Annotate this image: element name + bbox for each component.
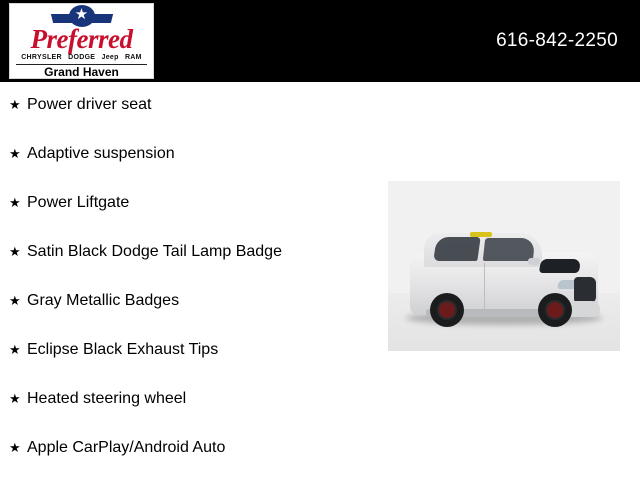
feature-label: Gray Metallic Badges [27,292,180,309]
star-bullet-icon: ★ [9,440,21,455]
list-item [0,290,390,339]
list-item [0,94,390,143]
oem-brand-list [10,53,153,62]
dealer-phone-number[interactable]: 616-842-2250 [496,30,618,51]
feature-label: Power driver seat [27,96,152,113]
star-bullet-icon: ★ [9,342,21,357]
star-bullet-icon: ★ [9,146,21,161]
vehicle-front-rim [545,300,565,320]
star-bullet-icon: ★ [9,293,21,308]
oem-brand-dodge: DODGE [68,54,96,61]
star-bullet-icon: ★ [9,195,21,210]
dealer-city: Grand Haven [44,65,119,79]
list-item [0,143,390,192]
feature-label: Apple CarPlay/Android Auto [27,439,226,456]
list-item [0,339,390,388]
star-bullet-icon: ★ [9,97,21,112]
feature-label: Eclipse Black Exhaust Tips [27,341,219,358]
star-icon: ★ [74,6,89,23]
vehicle-rear-rim [437,300,457,320]
vehicle-roof-marker [470,232,492,237]
dealer-logo[interactable] [9,3,154,79]
oem-brand-ram: RAM [124,54,142,61]
feature-label: Satin Black Dodge Tail Lamp Badge [27,243,282,260]
vehicle-hood-scoop [539,259,581,273]
vehicle-photo [388,181,620,351]
oem-brand-jeep: Jeep [101,54,119,61]
list-item [0,437,390,486]
list-item [0,388,390,437]
vehicle-side-mirror [528,258,540,265]
star-bullet-icon: ★ [9,244,21,259]
oem-brand-chrysler: CHRYSLER [21,54,62,61]
vehicle-rear-window [483,238,535,261]
vehicle-door-seam [484,263,485,309]
list-item [0,241,390,290]
feature-list [0,94,390,486]
page-header [0,0,640,82]
dealer-brand-name: Preferred [30,24,133,54]
vehicle-grille [574,277,596,303]
page-body [0,82,640,480]
vehicle-windshield [433,237,480,261]
star-bullet-icon: ★ [9,391,21,406]
list-item [0,192,390,241]
feature-label: Power Liftgate [27,194,130,211]
feature-label: Heated steering wheel [27,390,187,407]
feature-label: Adaptive suspension [27,145,175,162]
